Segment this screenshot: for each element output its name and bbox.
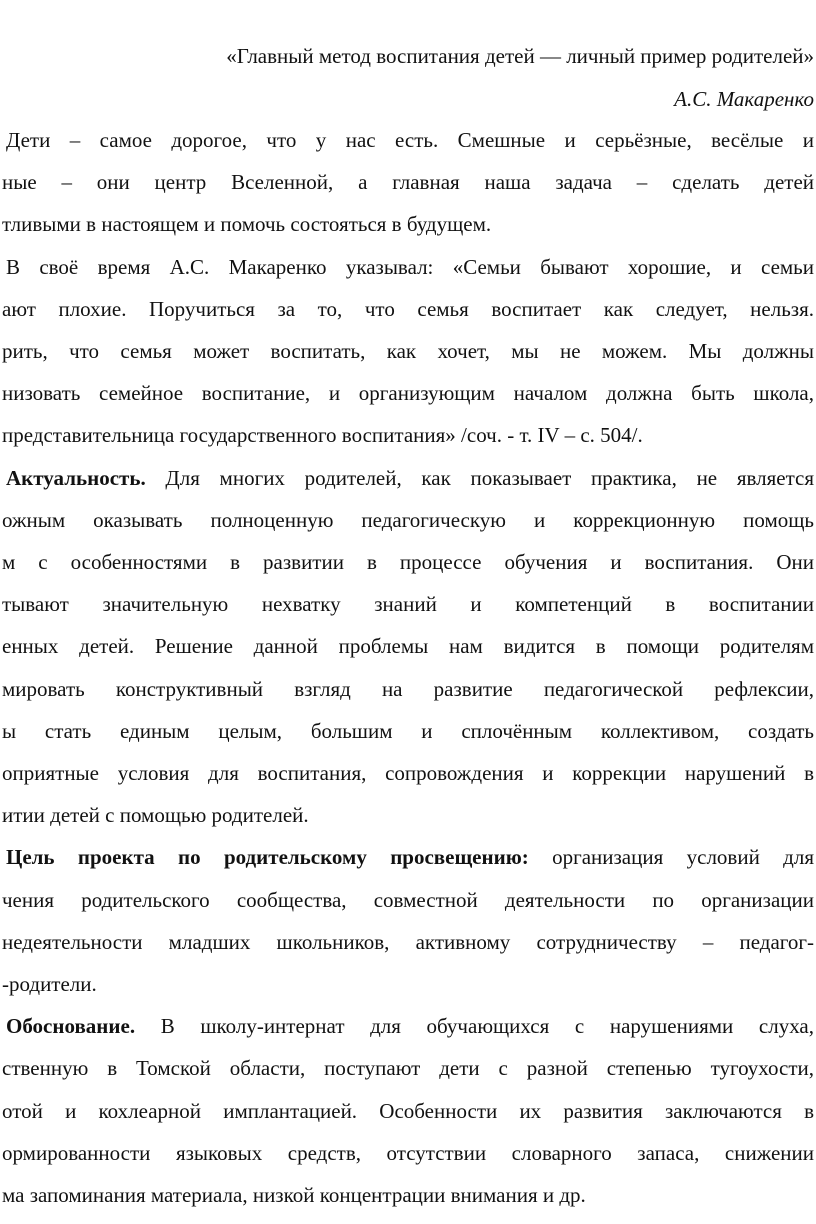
text-line [2, 1180, 814, 1210]
line-text: ма запоминания материала, низкой концентрации внимания и др. [2, 1183, 586, 1207]
epigraph-quote: «Главный метод воспитания детей — личный пример родителей» [226, 44, 814, 68]
line-text: тывают значительную нехватку знаний и компетенций в воспитании [2, 592, 814, 617]
line-text: представительница государственного воспитания» /соч. - т. IV – с. 504/. [2, 423, 643, 448]
paragraph-heading: Обоснование. [6, 1014, 136, 1039]
text-line [2, 758, 814, 788]
text-line [2, 420, 814, 450]
text-line [2, 1096, 814, 1126]
text-line [2, 631, 814, 661]
line-text: -родители. [2, 972, 97, 996]
epigraph-author: А.С. Макаренко [674, 87, 814, 111]
text-line [6, 125, 814, 155]
text-line [2, 505, 814, 535]
line-text: ожным оказывать полноценную педагогическую и коррекционную помощь [2, 507, 814, 532]
text-line [2, 378, 814, 408]
line-text: мировать конструктивный взгляд на развитие педагогической рефлексии, [2, 676, 814, 701]
text-line [2, 1053, 814, 1083]
text-line [2, 885, 814, 915]
line-text: ормированности языковых средств, отсутствии словарного запаса, снижении [2, 1140, 814, 1165]
text-line [2, 294, 814, 324]
line-text: В школу-интернат для обучающихся с нарушениями слуха, [135, 1014, 814, 1039]
text-line [2, 674, 814, 704]
line-text: оприятные условия для воспитания, сопровождения и коррекции нарушений в [2, 761, 814, 785]
line-text: недеятельности младших школьников, активному сотрудничеству – педагог- [2, 929, 814, 954]
text-line [6, 463, 814, 493]
text-line [6, 252, 814, 282]
line-text: енных детей. Решение данной проблемы нам видится в помощи родителям [2, 634, 814, 659]
paragraph-heading: Актуальность. [6, 465, 146, 490]
text-line [2, 969, 814, 999]
line-text: тливыми в настоящем и помочь состояться в будущем. [2, 212, 492, 237]
line-text: отой и кохлеарной имплантацией. Особенности их развития заключаются в [2, 1098, 814, 1123]
line-text: Дети – самое дорогое, что у нас есть. Смешные и серьёзные, весёлые и [6, 128, 814, 152]
text-line [2, 336, 814, 366]
line-text: рить, что семья может воспитать, как хочет, мы не можем. Мы должны [2, 339, 814, 363]
text-line [2, 547, 814, 577]
text-line [2, 927, 814, 957]
line-text: В своё время А.С. Макаренко указывал: «Семьи бывают хорошие, и семьи [6, 254, 814, 279]
line-text: низовать семейное воспитание, и организующим началом должна быть школа, [2, 381, 814, 406]
line-text: ают плохие. Поручиться за то, что семья воспитает как следует, нельзя. [2, 296, 814, 321]
line-text: Для многих родителей, как показывает практика, не является [145, 465, 814, 490]
line-text: итии детей с помощью родителей. [2, 803, 309, 828]
line-text: ные – они центр Вселенной, а главная наша задача – сделать детей [2, 170, 814, 195]
line-text: м с особенностями в развитии в процессе обучения и воспитания. Они [2, 550, 814, 574]
line-text: ы стать единым целым, большим и сплочённым коллективом, создать [2, 718, 814, 743]
line-text: организация условий для [528, 845, 814, 870]
text-line [2, 167, 814, 197]
text-line [6, 842, 814, 872]
text-line [6, 1011, 814, 1041]
paragraph-heading: Цель проекта по родительскому просвещению: [6, 845, 529, 870]
text-line [2, 716, 814, 746]
text-line [2, 800, 814, 830]
line-text: ственную в Томской области, поступают дети с разной степенью тугоухости, [2, 1056, 814, 1081]
line-text: чения родительского сообщества, совместной деятельности по организации [2, 887, 814, 912]
text-line [2, 209, 814, 239]
text-line [2, 1138, 814, 1168]
text-line [2, 589, 814, 619]
